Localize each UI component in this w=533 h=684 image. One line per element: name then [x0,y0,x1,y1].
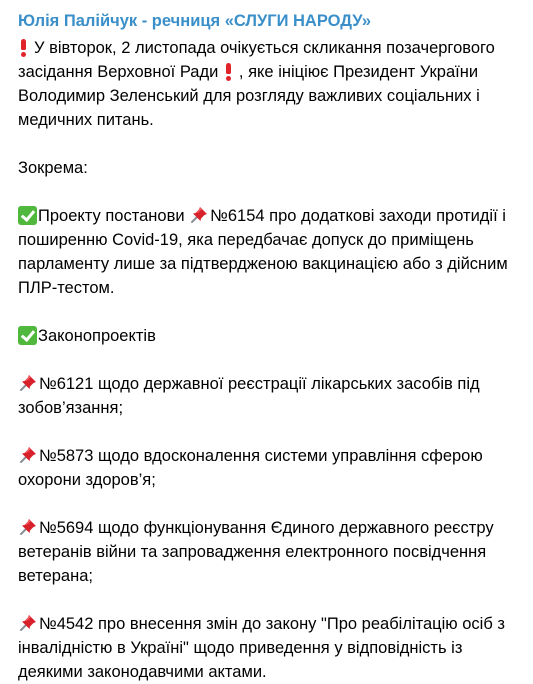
message-text [18,36,523,684]
zokrema-label: Зокрема: [18,159,88,177]
pushpin-icon [18,373,38,393]
project-label: Проекту постанови [38,207,185,225]
intro-paragraph [18,36,523,132]
pushpin-icon [18,445,38,465]
list-item [18,444,523,492]
project-paragraph [18,204,523,300]
list-item [18,612,523,684]
laws-paragraph [18,324,523,348]
red-exclamation-icon [223,62,233,80]
sender-name[interactable]: Юлія Палійчук - речниця «СЛУГИ НАРОДУ» [18,12,372,30]
list-item [18,516,523,588]
red-exclamation-icon [18,38,28,56]
pushpin-icon [189,205,209,225]
pushpin-icon [18,613,38,633]
project-text: №6154 про додаткові заходи протидії і поширенню Covid-19, яка передбачає допуск до приміщень парламенту лише за підтвердженою вакцинацією або з дійсним ПЛР-тестом. [18,207,508,297]
green-check-icon [18,206,37,225]
list-item-text: №6121 щодо державної реєстрації лікарських засобів під зобов’язання; [18,375,480,417]
list-item [18,372,523,420]
intro-text-2: , яке ініціює Президент України Володимир Зеленський для розгляду важливих соціальних і медичних питань. [18,63,480,129]
green-check-icon [18,326,37,345]
list-item-text: №5694 щодо функціонування Єдиного державного реєстру ветеранів війни та запровадження електронного посвідчення ветерана; [18,519,494,585]
list-item-text: №4542 про внесення змін до закону "Про реабілітацію осіб з інвалідністю в Україні" щодо приведення у відповідність із деякими законодавчими актами. [18,615,505,681]
pushpin-icon [18,517,38,537]
laws-label: Законопроектів [38,327,156,345]
list-item-text: №5873 щодо вдосконалення системи управління сферою охорони здоров’я; [18,447,483,489]
intro-text-1: У вівторок, 2 листопада очікується скликання позачергового засідання Верховної Ради [18,39,495,81]
